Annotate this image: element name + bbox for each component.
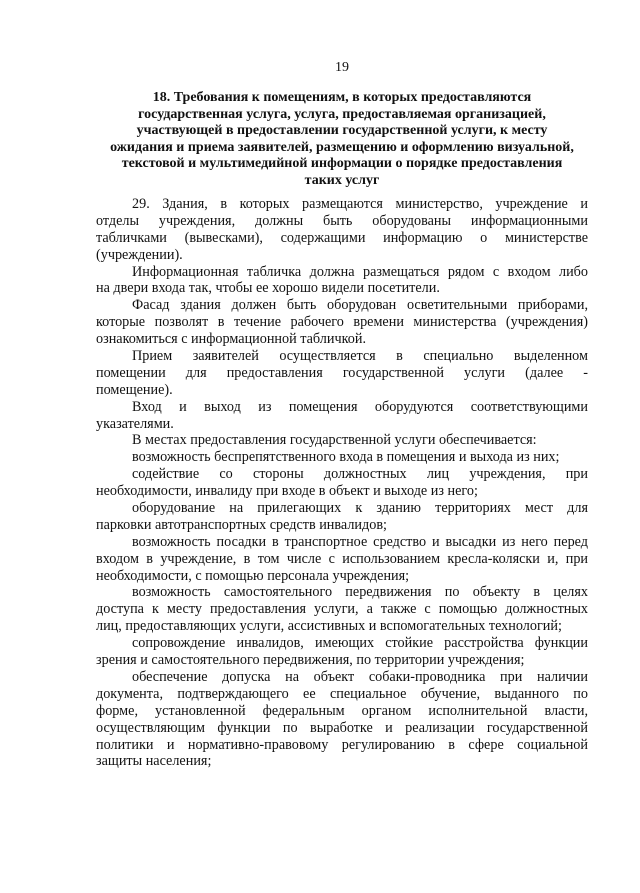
- section-heading: [96, 90, 588, 189]
- heading-line: таких услуг: [304, 172, 380, 188]
- paragraph: [96, 264, 588, 298]
- paragraph: [96, 348, 588, 399]
- paragraph-line: сопровождение инвалидов, имеющих стойкие расстройства функции: [132, 635, 588, 652]
- paragraph-line: возможность посадки в транспортное средство и высадки из него перед: [132, 533, 588, 550]
- paragraph-line: Вход и выход из помещения оборудуются соответствующими: [132, 398, 588, 415]
- page-number: 19: [335, 60, 349, 75]
- heading-line: текстовой и мультимедийной информации о порядке предоставления: [121, 156, 563, 171]
- paragraph: [96, 399, 588, 433]
- paragraph-line: форме, установленной федеральным органом исполнительной власти,: [96, 702, 588, 719]
- paragraph: [96, 534, 588, 585]
- paragraph-line: отделы учреждения, должны быть оборудованы информационными: [96, 212, 588, 229]
- paragraph-line: осуществляющим функции по выработке и реализации государственной: [96, 719, 588, 736]
- paragraph-line: Фасад здания должен быть оборудован осветительными приборами,: [132, 297, 588, 314]
- paragraph-line: помещении для предоставления государственной услуги (далее -: [96, 364, 588, 381]
- paragraph-line: Информационная табличка должна размещаться рядом с входом либо: [132, 263, 588, 280]
- paragraph-line: необходимости, инвалиду при входе в объект и выходе из него;: [96, 483, 478, 500]
- paragraph-line: содействие со стороны должностных лиц учреждения, при: [132, 466, 588, 483]
- paragraph: [96, 449, 588, 466]
- paragraph: [96, 500, 588, 534]
- paragraph-line: входом в учреждение, в том числе с использованием кресла-коляски и, при: [96, 550, 588, 567]
- paragraph-line: документа, подтверждающего ее специальное обучение, выданного по: [96, 685, 588, 702]
- paragraph: [96, 669, 588, 770]
- paragraph: [96, 635, 588, 669]
- paragraph-line: лиц, предоставляющих услуги, ассистивных и вспомогательных технологий;: [96, 618, 562, 635]
- heading-line: 18. Требования к помещениям, в которых предоставляются: [152, 90, 532, 105]
- heading-line: государственная услуга, услуга, предоставляемая организацией,: [138, 106, 546, 122]
- paragraph: [96, 466, 588, 500]
- paragraph: [96, 432, 588, 449]
- paragraph-line: возможность самостоятельного передвижения по объекту в целях: [132, 584, 588, 601]
- heading-line: ожидания и приема заявителей, размещению и оформлению визуальной,: [110, 139, 574, 155]
- paragraph-line: ознакомиться с информационной табличкой.: [96, 331, 367, 348]
- paragraph-line: зрения и самостоятельного передвижения, по территории учреждения;: [96, 652, 525, 669]
- paragraph-line: помещение).: [96, 381, 173, 398]
- paragraph-line: В местах предоставления государственной услуги обеспечивается:: [132, 432, 537, 449]
- paragraph-line: (учреждении).: [96, 246, 183, 263]
- paragraph-line: парковки автотранспортных средств инвалидов;: [96, 516, 387, 533]
- paragraph-line: которые позволят в течение рабочего времени министерства (учреждения): [96, 314, 588, 331]
- paragraph: [96, 584, 588, 635]
- paragraph-line: необходимости, с помощью персонала учреждения;: [96, 567, 410, 584]
- paragraph-line: на двери входа так, чтобы ее хорошо видели посетители.: [96, 280, 440, 297]
- paragraph-line: Прием заявителей осуществляется в специально выделенном: [132, 348, 588, 365]
- paragraph-line: табличками (вывесками), содержащими информацию о министерстве: [96, 229, 588, 246]
- paragraph-line: обеспечение допуска на объект собаки-проводника при наличии: [132, 668, 588, 685]
- heading-line: участвующей в предоставлении государственной услуги, к месту: [136, 123, 548, 138]
- paragraph-line: указателями.: [96, 415, 174, 432]
- paragraph-line: защиты населения;: [96, 753, 212, 770]
- body-text: [96, 196, 588, 770]
- paragraph-line: 29. Здания, в которых размещаются министерство, учреждение и: [132, 196, 588, 212]
- paragraph-line: политики и нормативно-правовому регулированию в сфере социальной: [96, 736, 588, 753]
- paragraph-line: возможность беспрепятственного входа в помещения и выхода из них;: [132, 449, 560, 466]
- paragraph: [96, 196, 588, 264]
- paragraph-line: оборудование на прилегающих к зданию территориях мест для: [132, 500, 588, 517]
- paragraph-line: доступа к месту предоставления услуги, а также с помощью должностных: [96, 601, 588, 618]
- paragraph: [96, 297, 588, 348]
